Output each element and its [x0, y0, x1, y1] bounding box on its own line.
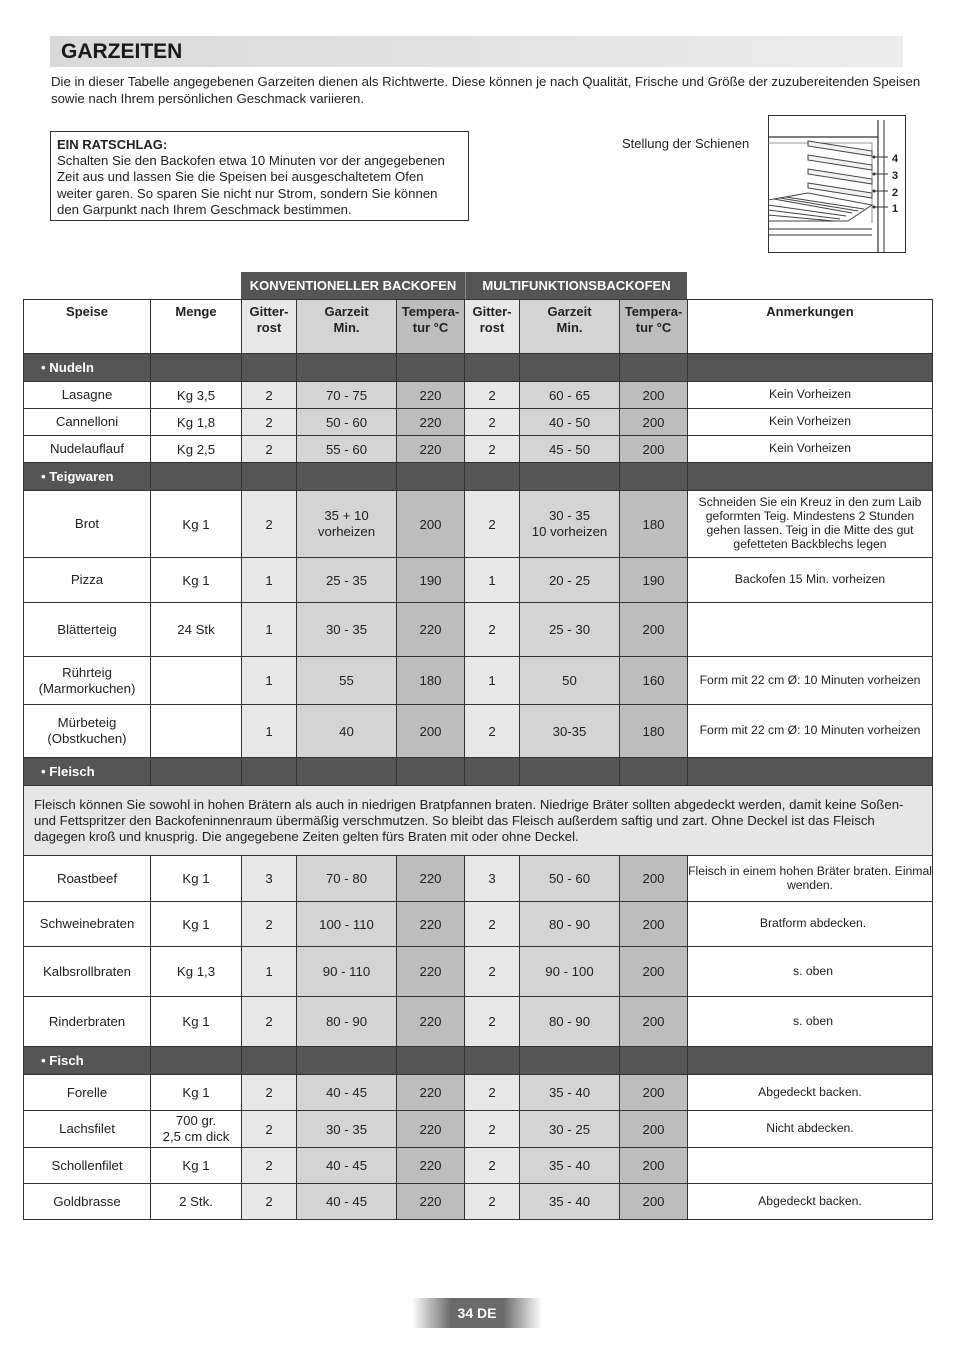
- table-cell: [620, 463, 688, 491]
- category-teigwaren: • Teigwaren: [24, 463, 151, 491]
- table-cell: 2: [465, 1184, 520, 1220]
- cell-text: 30 - 35: [548, 508, 591, 523]
- table-cell: Kalbsrollbraten: [24, 947, 151, 997]
- table-cell: [520, 758, 620, 786]
- table-cell: 2: [465, 491, 520, 558]
- table-cell: 80 - 90: [520, 902, 620, 947]
- table-cell: 1: [242, 558, 297, 603]
- table-cell: 220: [397, 1075, 465, 1111]
- table-cell: Forelle: [24, 1075, 151, 1111]
- cell-text: tur °C: [412, 320, 449, 335]
- table-row: [24, 1184, 933, 1220]
- table-cell: Kg 1: [151, 997, 242, 1047]
- table-cell: Schneiden Sie ein Kreuz in den zum Laib geformten Teig. Mindestens 2 Stunden gehen lassen. Teig in die Mitte des gut gefetteten Backblechs legen: [688, 491, 933, 558]
- cell-text: Tempera-: [624, 304, 683, 319]
- cell-text: (Marmorkuchen): [38, 680, 136, 696]
- table-cell: Kg 1: [151, 558, 242, 603]
- category-row: [24, 758, 933, 786]
- table-cell: [620, 1047, 688, 1075]
- table-cell: 1: [242, 657, 297, 705]
- table-cell: 220: [397, 856, 465, 902]
- table-cell: 3: [242, 856, 297, 902]
- tip-box: [50, 131, 469, 221]
- category-row: [24, 463, 933, 491]
- table-cell: 2: [465, 436, 520, 463]
- table-cell: 50: [520, 657, 620, 705]
- section-multifunction: MULTIFUNKTIONSBACKOFEN: [465, 272, 687, 299]
- table-cell: Kein Vorheizen: [688, 436, 933, 463]
- header-row: [24, 300, 933, 354]
- table-cell: 2: [242, 997, 297, 1047]
- section-conventional: KONVENTIONELLER BACKOFEN: [241, 272, 465, 299]
- table-cell: Bratform abdecken.: [688, 902, 933, 947]
- table-cell: 220: [397, 947, 465, 997]
- table-cell: [242, 1047, 297, 1075]
- table-cell: 35 - 40: [520, 1075, 620, 1111]
- table-cell: 1: [465, 657, 520, 705]
- table-cell: [520, 463, 620, 491]
- intro-text: Die in dieser Tabelle angegebenen Garzeiten dienen als Richtwerte. Diese können je nach Qualität, Frische und Größe der zuzubereitenden Speisen sowie nach Ihrem persönlichen Geschmack variieren.: [51, 74, 921, 106]
- table-cell: 2: [465, 1148, 520, 1184]
- table-cell: 2: [465, 382, 520, 409]
- cell-text: rost: [256, 320, 282, 335]
- table-cell: Schweinebraten: [24, 902, 151, 947]
- table-cell: [397, 758, 465, 786]
- cell-text: 10 vorheizen: [531, 524, 608, 539]
- table-cell: 60 - 65: [520, 382, 620, 409]
- table-cell: Form mit 22 cm Ø: 10 Minuten vorheizen: [688, 657, 933, 705]
- table-cell: Nudelauflauf: [24, 436, 151, 463]
- table-cell: 200: [620, 1111, 688, 1148]
- table-cell: 2: [242, 409, 297, 436]
- table-cell: Roastbeef: [24, 856, 151, 902]
- table-cell: 220: [397, 436, 465, 463]
- table-cell: Cannelloni: [24, 409, 151, 436]
- table-row: [24, 947, 933, 997]
- table-cell: Goldbrasse: [24, 1184, 151, 1220]
- table-cell: 200: [620, 436, 688, 463]
- category-row: [24, 354, 933, 382]
- table-cell: Abgedeckt backen.: [688, 1184, 933, 1220]
- table-cell: 2: [465, 902, 520, 947]
- table-cell: 200: [620, 902, 688, 947]
- table-cell: 35 - 40: [520, 1148, 620, 1184]
- table-cell: 220: [397, 382, 465, 409]
- tip-title: EIN RATSCHLAG:: [57, 137, 168, 152]
- table-cell: 2: [242, 382, 297, 409]
- col-gitter: [465, 300, 520, 354]
- table-row: [24, 705, 933, 758]
- table-cell: 190: [397, 558, 465, 603]
- table-cell: [297, 1047, 397, 1075]
- table-cell: 45 - 50: [520, 436, 620, 463]
- table-cell: 200: [620, 947, 688, 997]
- cell-text: Gitter-: [249, 304, 289, 319]
- table-cell: 50 - 60: [297, 409, 397, 436]
- table-cell: 200: [620, 997, 688, 1047]
- table-cell: 30 - 25: [520, 1111, 620, 1148]
- page-number: 34 DE: [412, 1298, 542, 1328]
- table-cell: [297, 491, 397, 558]
- table-cell: 35 - 40: [520, 1184, 620, 1220]
- table-cell: Kg 1: [151, 491, 242, 558]
- category-fleisch: • Fleisch: [24, 758, 151, 786]
- rail-number: 1: [892, 203, 899, 215]
- table-cell: 2: [242, 1148, 297, 1184]
- table-cell: [151, 1111, 242, 1148]
- table-row: [24, 491, 933, 558]
- table-cell: 2: [465, 705, 520, 758]
- table-row: [24, 1075, 933, 1111]
- table-cell: 30 - 35: [297, 1111, 397, 1148]
- table-cell: [620, 354, 688, 382]
- table-cell: 220: [397, 603, 465, 657]
- table-cell: 55: [297, 657, 397, 705]
- table-cell: [520, 1047, 620, 1075]
- table-cell: 40 - 45: [297, 1148, 397, 1184]
- table-cell: 40 - 45: [297, 1184, 397, 1220]
- table-cell: 160: [620, 657, 688, 705]
- table-cell: 1: [242, 947, 297, 997]
- cell-text: (Obstkuchen): [47, 731, 127, 746]
- table-cell: 180: [620, 705, 688, 758]
- table-cell: 30 - 35: [297, 603, 397, 657]
- table-cell: Schollenfilet: [24, 1148, 151, 1184]
- table-cell: Kg 1,8: [151, 409, 242, 436]
- table-cell: Form mit 22 cm Ø: 10 Minuten vorheizen: [688, 705, 933, 758]
- table-cell: 55 - 60: [297, 436, 397, 463]
- col-anmerkungen: Anmerkungen: [688, 300, 933, 354]
- fleisch-info-row: [24, 786, 933, 856]
- table-cell: 180: [620, 491, 688, 558]
- table-cell: Kg 1: [151, 1075, 242, 1111]
- table-cell: 2: [465, 603, 520, 657]
- table-cell: Rinderbraten: [24, 997, 151, 1047]
- table-cell: 3: [465, 856, 520, 902]
- table-cell: 25 - 35: [297, 558, 397, 603]
- table-cell: Nicht abdecken.: [688, 1111, 933, 1148]
- table-cell: Pizza: [24, 558, 151, 603]
- table-cell: [151, 705, 242, 758]
- table-cell: [151, 758, 242, 786]
- col-speise: Speise: [24, 300, 151, 354]
- table-cell: 220: [397, 997, 465, 1047]
- table-cell: 200: [620, 409, 688, 436]
- table-cell: 2: [465, 409, 520, 436]
- table-cell: 200: [397, 705, 465, 758]
- table-cell: 40 - 50: [520, 409, 620, 436]
- table-cell: [465, 463, 520, 491]
- table-cell: 190: [620, 558, 688, 603]
- table-row: [24, 603, 933, 657]
- table-cell: Lachsfilet: [24, 1111, 151, 1148]
- table-cell: [688, 354, 933, 382]
- cell-text: vorheizen: [317, 524, 376, 539]
- table-cell: 40 - 45: [297, 1075, 397, 1111]
- table-cell: Kein Vorheizen: [688, 382, 933, 409]
- table-cell: 200: [620, 382, 688, 409]
- table-row: [24, 902, 933, 947]
- table-cell: 220: [397, 1111, 465, 1148]
- table-cell: Kg 1: [151, 856, 242, 902]
- table-cell: 200: [620, 1075, 688, 1111]
- table-cell: 2: [242, 491, 297, 558]
- table-cell: 80 - 90: [297, 997, 397, 1047]
- table-row: [24, 1148, 933, 1184]
- table-cell: Blätterteig: [24, 603, 151, 657]
- table-cell: 2: [242, 1111, 297, 1148]
- cell-text: Mürbeteig: [57, 715, 117, 730]
- table-cell: 1: [242, 603, 297, 657]
- table-cell: [688, 463, 933, 491]
- col-temperatur: [397, 300, 465, 354]
- cell-text: Min.: [333, 320, 360, 335]
- table-cell: Abgedeckt backen.: [688, 1075, 933, 1111]
- rail-number: 4: [892, 153, 899, 165]
- cooking-times-table: [23, 299, 933, 1220]
- table-cell: [151, 1047, 242, 1075]
- table-cell: Backofen 15 Min. vorheizen: [688, 558, 933, 603]
- table-cell: 2: [242, 902, 297, 947]
- table-cell: 220: [397, 1148, 465, 1184]
- table-cell: 20 - 25: [520, 558, 620, 603]
- table-cell: [24, 705, 151, 758]
- col-menge: Menge: [151, 300, 242, 354]
- table-cell: 2: [465, 1075, 520, 1111]
- table-cell: 2: [465, 997, 520, 1047]
- table-cell: 2 Stk.: [151, 1184, 242, 1220]
- rail-number: 3: [892, 170, 899, 182]
- table-cell: [465, 758, 520, 786]
- cell-text: rost: [479, 320, 505, 335]
- rail-number: 2: [892, 187, 899, 199]
- col-gitter: [242, 300, 297, 354]
- table-cell: 90 - 110: [297, 947, 397, 997]
- col-temperatur: [620, 300, 688, 354]
- table-cell: s. oben: [688, 997, 933, 1047]
- table-cell: [297, 463, 397, 491]
- table-cell: [397, 1047, 465, 1075]
- table-cell: Brot: [24, 491, 151, 558]
- table-cell: 220: [397, 902, 465, 947]
- cell-text: Min.: [556, 320, 583, 335]
- table-cell: 50 - 60: [520, 856, 620, 902]
- table-cell: [24, 657, 151, 705]
- table-cell: [151, 463, 242, 491]
- table-cell: Kg 1: [151, 902, 242, 947]
- table-cell: [297, 354, 397, 382]
- table-cell: 200: [620, 856, 688, 902]
- table-cell: 100 - 110: [297, 902, 397, 947]
- table-cell: 2: [242, 1184, 297, 1220]
- table-cell: 200: [620, 1184, 688, 1220]
- table-cell: Kein Vorheizen: [688, 409, 933, 436]
- fleisch-info: Fleisch können Sie sowohl in hohen Brätern als auch in niedrigen Bratpfannen braten. Niedrige Bräter sollten abgedeckt werden, damit keine Soßen- und Fettspritzer den Backofeninnenraum übermäßig verschmutzen. So bleibt das Fleisch außerdem saftig und zart. Ohne Deckel ist das Fleisch dagegen kroß und knusprig. Die angegebene Zeiten gelten fürs Braten mit oder ohne Deckel.: [24, 786, 933, 856]
- table-cell: 80 - 90: [520, 997, 620, 1047]
- cell-text: Gitter-: [472, 304, 512, 319]
- table-cell: s. oben: [688, 947, 933, 997]
- table-row: [24, 409, 933, 436]
- table-row: [24, 856, 933, 902]
- category-fisch: • Fisch: [24, 1047, 151, 1075]
- table-cell: [520, 491, 620, 558]
- table-row: [24, 657, 933, 705]
- table-cell: 25 - 30: [520, 603, 620, 657]
- table-cell: 24 Stk: [151, 603, 242, 657]
- cell-text: tur °C: [635, 320, 672, 335]
- category-nudeln: • Nudeln: [24, 354, 151, 382]
- page-title: GARZEITEN: [61, 40, 183, 63]
- table-cell: [151, 354, 242, 382]
- cell-text: 35 + 10: [324, 508, 369, 523]
- rail-label: Stellung der Schienen: [622, 136, 750, 151]
- table-cell: [397, 463, 465, 491]
- table-cell: 220: [397, 409, 465, 436]
- table-cell: 2: [242, 1075, 297, 1111]
- cell-text: 700 gr.: [175, 1113, 217, 1128]
- table-cell: 200: [620, 1148, 688, 1184]
- col-garzeit: [520, 300, 620, 354]
- cell-text: 2,5 cm dick: [162, 1129, 230, 1144]
- table-cell: [465, 1047, 520, 1075]
- table-cell: 1: [242, 705, 297, 758]
- table-cell: 70 - 80: [297, 856, 397, 902]
- table-cell: [297, 758, 397, 786]
- table-cell: 2: [465, 1111, 520, 1148]
- table-cell: [242, 758, 297, 786]
- table-cell: [151, 657, 242, 705]
- table-cell: Kg 1: [151, 1148, 242, 1184]
- cell-text: Garzeit: [324, 304, 369, 319]
- col-garzeit: [297, 300, 397, 354]
- table-cell: 2: [242, 436, 297, 463]
- table-cell: [688, 758, 933, 786]
- table-cell: 200: [620, 603, 688, 657]
- table-cell: 70 - 75: [297, 382, 397, 409]
- table-cell: Fleisch in einem hohen Bräter braten. Einmal wenden.: [688, 856, 933, 902]
- table-cell: [242, 354, 297, 382]
- table-cell: 30-35: [520, 705, 620, 758]
- table-cell: Kg 3,5: [151, 382, 242, 409]
- table-cell: Kg 1,3: [151, 947, 242, 997]
- table-cell: [520, 354, 620, 382]
- table-cell: [397, 354, 465, 382]
- cell-text: Rührteig: [62, 664, 112, 680]
- table-cell: [688, 1148, 933, 1184]
- table-cell: [688, 1047, 933, 1075]
- table-cell: 2: [465, 947, 520, 997]
- table-row: [24, 997, 933, 1047]
- title-bar: [50, 36, 903, 67]
- table-cell: 90 - 100: [520, 947, 620, 997]
- cell-text: Tempera-: [401, 304, 460, 319]
- table-cell: [620, 758, 688, 786]
- table-cell: [242, 463, 297, 491]
- table-cell: Kg 2,5: [151, 436, 242, 463]
- table-cell: 180: [397, 657, 465, 705]
- table-cell: [688, 603, 933, 657]
- table-cell: 1: [465, 558, 520, 603]
- table-row: [24, 436, 933, 463]
- table-cell: 220: [397, 1184, 465, 1220]
- table-cell: Lasagne: [24, 382, 151, 409]
- table-cell: [465, 354, 520, 382]
- category-row: [24, 1047, 933, 1075]
- oven-rack-diagram: [768, 115, 908, 255]
- tip-text: Schalten Sie den Backofen etwa 10 Minuten vor der angegebenen Zeit aus und lassen Sie die Speisen bei ausgeschaltetem Ofen weiter garen. So sparen Sie nicht nur Strom, sondern Sie können den Garpunkt nach Ihrem Geschmack bestimmen.: [57, 153, 445, 217]
- table-row: [24, 382, 933, 409]
- table-cell: 200: [397, 491, 465, 558]
- table-row: [24, 1111, 933, 1148]
- table-row: [24, 558, 933, 603]
- cell-text: Garzeit: [547, 304, 592, 319]
- table-cell: 40: [297, 705, 397, 758]
